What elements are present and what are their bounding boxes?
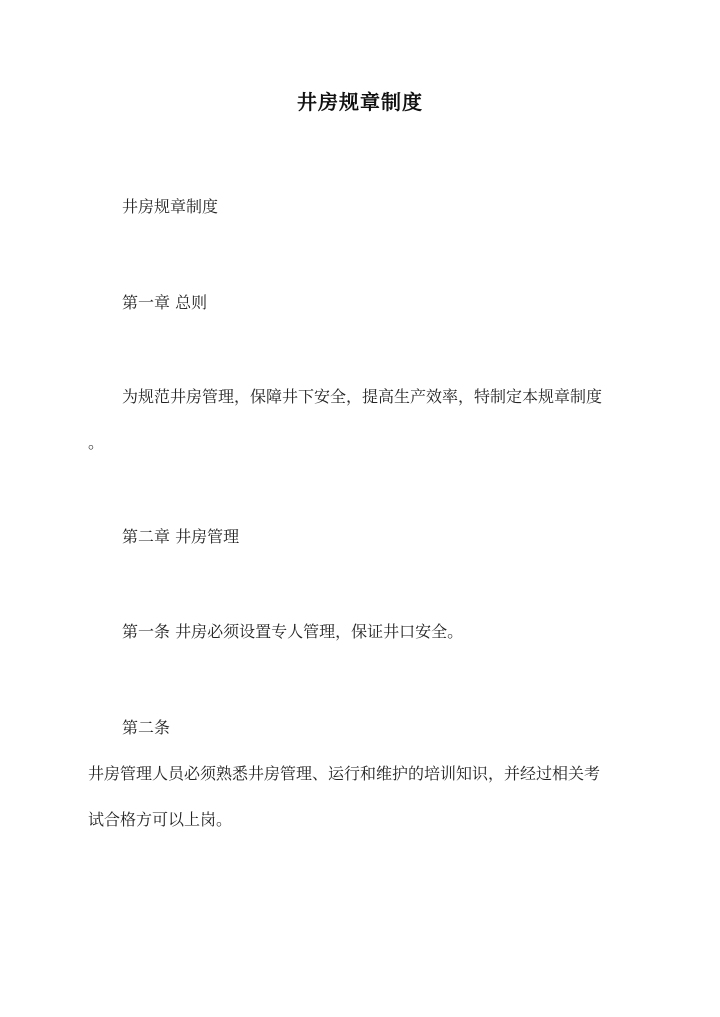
chapter-2-heading: 第二章 井房管理	[122, 527, 240, 546]
paragraph-1-line-1: 为规范井房管理，保障井下安全，提高生产效率，特制定本规章制度	[122, 387, 603, 406]
article-1: 第一条 井房必须设置专人管理，保证井口安全。	[122, 622, 464, 641]
document-title: 井房规章制度	[297, 90, 423, 114]
article-2-label: 第二条	[122, 718, 171, 737]
article-2-line-2: 试合格方可以上岗。	[88, 810, 233, 829]
chapter-1-heading: 第一章 总则	[122, 293, 208, 312]
article-2-line-1: 井房管理人员必须熟悉井房管理、运行和维护的培训知识，并经过相关考	[88, 764, 601, 783]
heading-repeat: 井房规章制度	[122, 197, 219, 216]
paragraph-1-line-2: 。	[88, 433, 105, 452]
